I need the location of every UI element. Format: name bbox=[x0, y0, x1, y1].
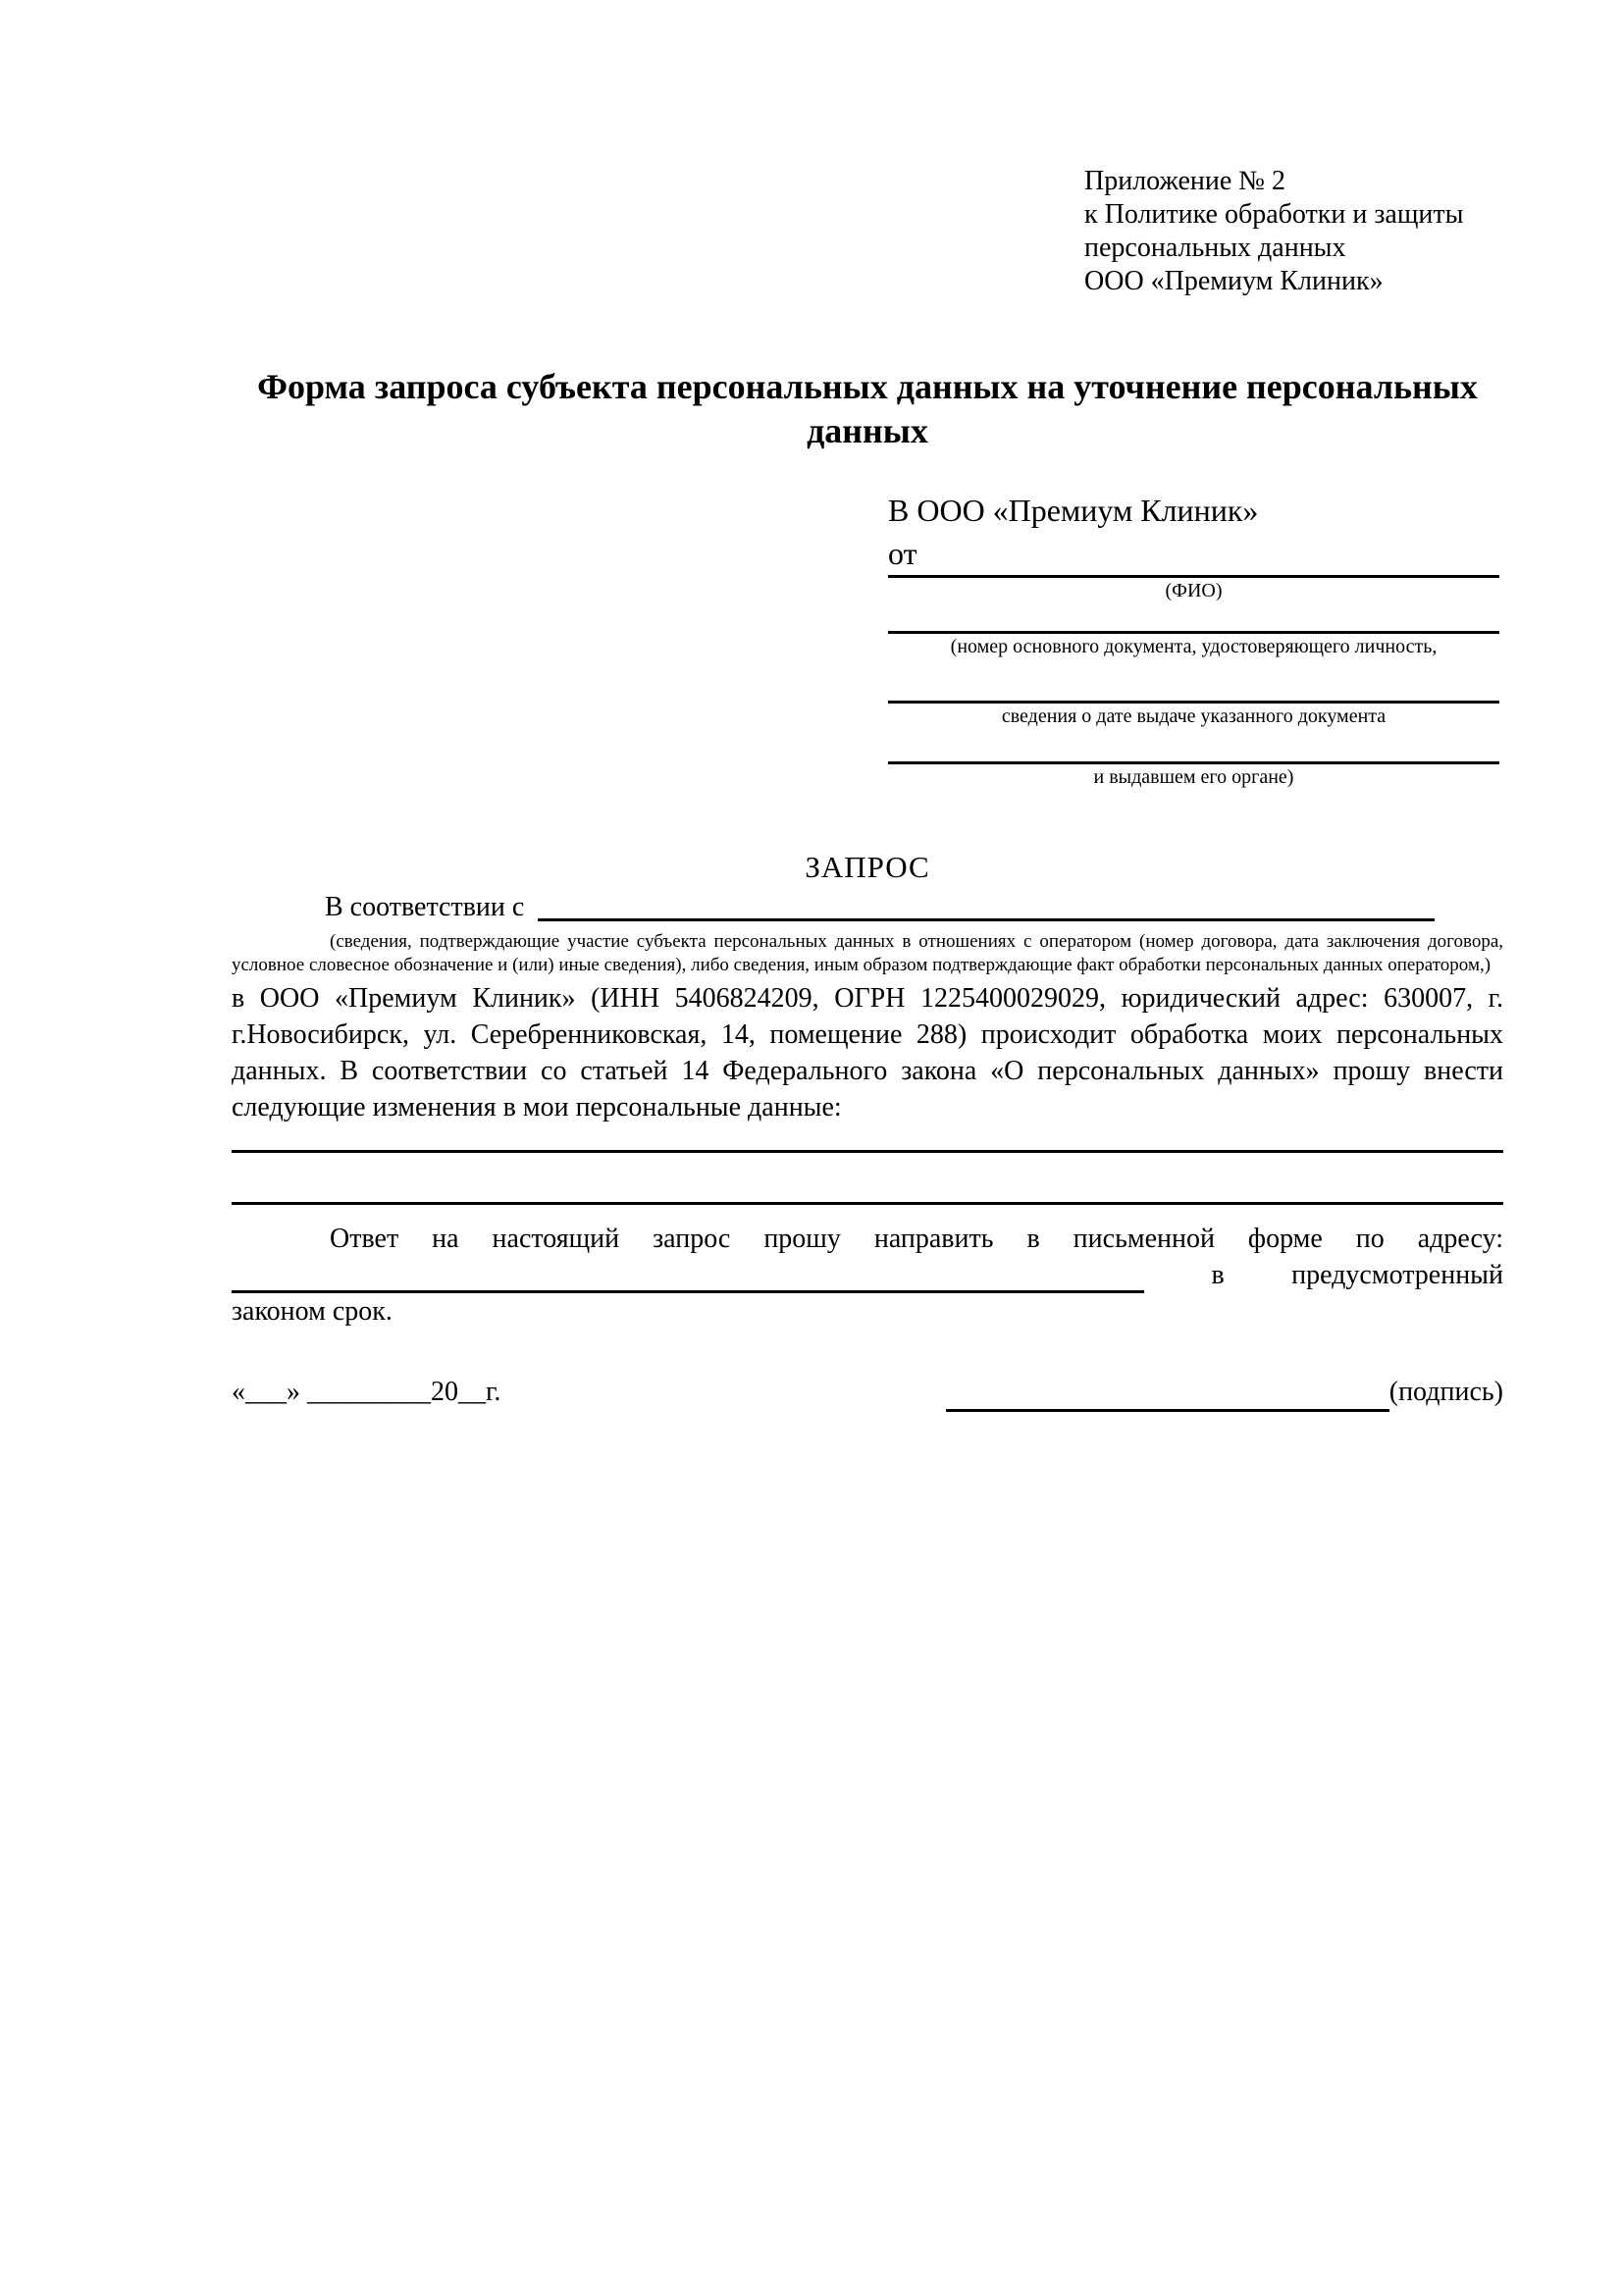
body-paragraph: в ООО «Премиум Клиник» (ИНН 5406824209, ОГРН 1225400029029, юридический адрес: 630007, г. г.Новосибирск, ул. Серебренниковская, 14, помещение 288) происходит обработка моих персональных данных. В соответствии со статьей 14 Федерального закона «О персональных данных» прошу внести следующие изменения в мои персональные данные: bbox=[232, 983, 1503, 1122]
issuing-authority-caption: и выдавшем его органе) bbox=[1093, 766, 1294, 788]
answer-line-3: законом срок. bbox=[232, 1296, 393, 1327]
appendix-line-4: ООО «Премиум Клиник» bbox=[1084, 266, 1384, 296]
document-number-blank-line bbox=[888, 603, 1499, 634]
closing-row bbox=[232, 1373, 1503, 1412]
addressee-to: В ООО «Премиум Клиник» bbox=[888, 493, 1259, 528]
blank-write-line-1 bbox=[232, 1125, 1503, 1153]
page-content bbox=[232, 0, 1503, 1412]
answer-line-2 bbox=[232, 1257, 1503, 1293]
accordance-prefix: В соответствии с bbox=[325, 892, 525, 922]
signature-area bbox=[946, 1373, 1503, 1412]
document-title: Форма запроса субъекта персональных данных на уточнение персональных данных bbox=[257, 367, 1478, 450]
document-number-field bbox=[888, 603, 1499, 659]
request-heading: ЗАПРОС bbox=[805, 850, 930, 884]
accordance-line bbox=[232, 887, 1503, 928]
issuing-authority-field bbox=[888, 729, 1499, 790]
appendix-line-2: к Политике обработки и защиты bbox=[1084, 199, 1464, 230]
explanatory-note: (сведения, подтверждающие участие субъекта персональных данных в отношениях с оператором (номер договора, дата заключения договора, условное словесное обозначение и (или) иные сведения), либо сведения, иным образом подтверждающие факт обработки персональных данных оператором,) bbox=[232, 931, 1503, 975]
issue-date-field bbox=[888, 659, 1499, 729]
addressee-from-label: от bbox=[888, 536, 917, 571]
issue-date-caption: сведения о дате выдаче указанного документа bbox=[1001, 705, 1387, 727]
appendix-header bbox=[1084, 165, 1503, 298]
document-number-caption: (номер основного документа, удостоверяющего личность, bbox=[950, 636, 1438, 657]
appendix-line-3: персональных данных bbox=[1084, 233, 1346, 263]
addressee-block bbox=[888, 489, 1499, 790]
address-blank-line bbox=[232, 1264, 1144, 1293]
answer-word-2: предусмотренный bbox=[1291, 1260, 1503, 1290]
date-line: «___» _________20__г. bbox=[232, 1377, 501, 1407]
blank-write-line-2 bbox=[232, 1153, 1503, 1205]
signature-caption: (подпись) bbox=[1388, 1377, 1503, 1407]
issue-date-blank-line bbox=[888, 659, 1499, 704]
signature-blank-line bbox=[946, 1381, 1389, 1412]
answer-paragraph bbox=[232, 1221, 1503, 1330]
answer-word-1: в bbox=[1211, 1260, 1225, 1290]
accordance-blank-line bbox=[538, 887, 1435, 921]
appendix-line-1: Приложение № 2 bbox=[1084, 166, 1285, 196]
fio-caption: (ФИО) bbox=[1165, 580, 1223, 601]
issuing-authority-blank-line bbox=[888, 729, 1499, 764]
answer-line-1: Ответ на настоящий запрос прошу направить в письменной форме по адресу: bbox=[330, 1224, 1503, 1254]
fio-field bbox=[888, 575, 1499, 603]
